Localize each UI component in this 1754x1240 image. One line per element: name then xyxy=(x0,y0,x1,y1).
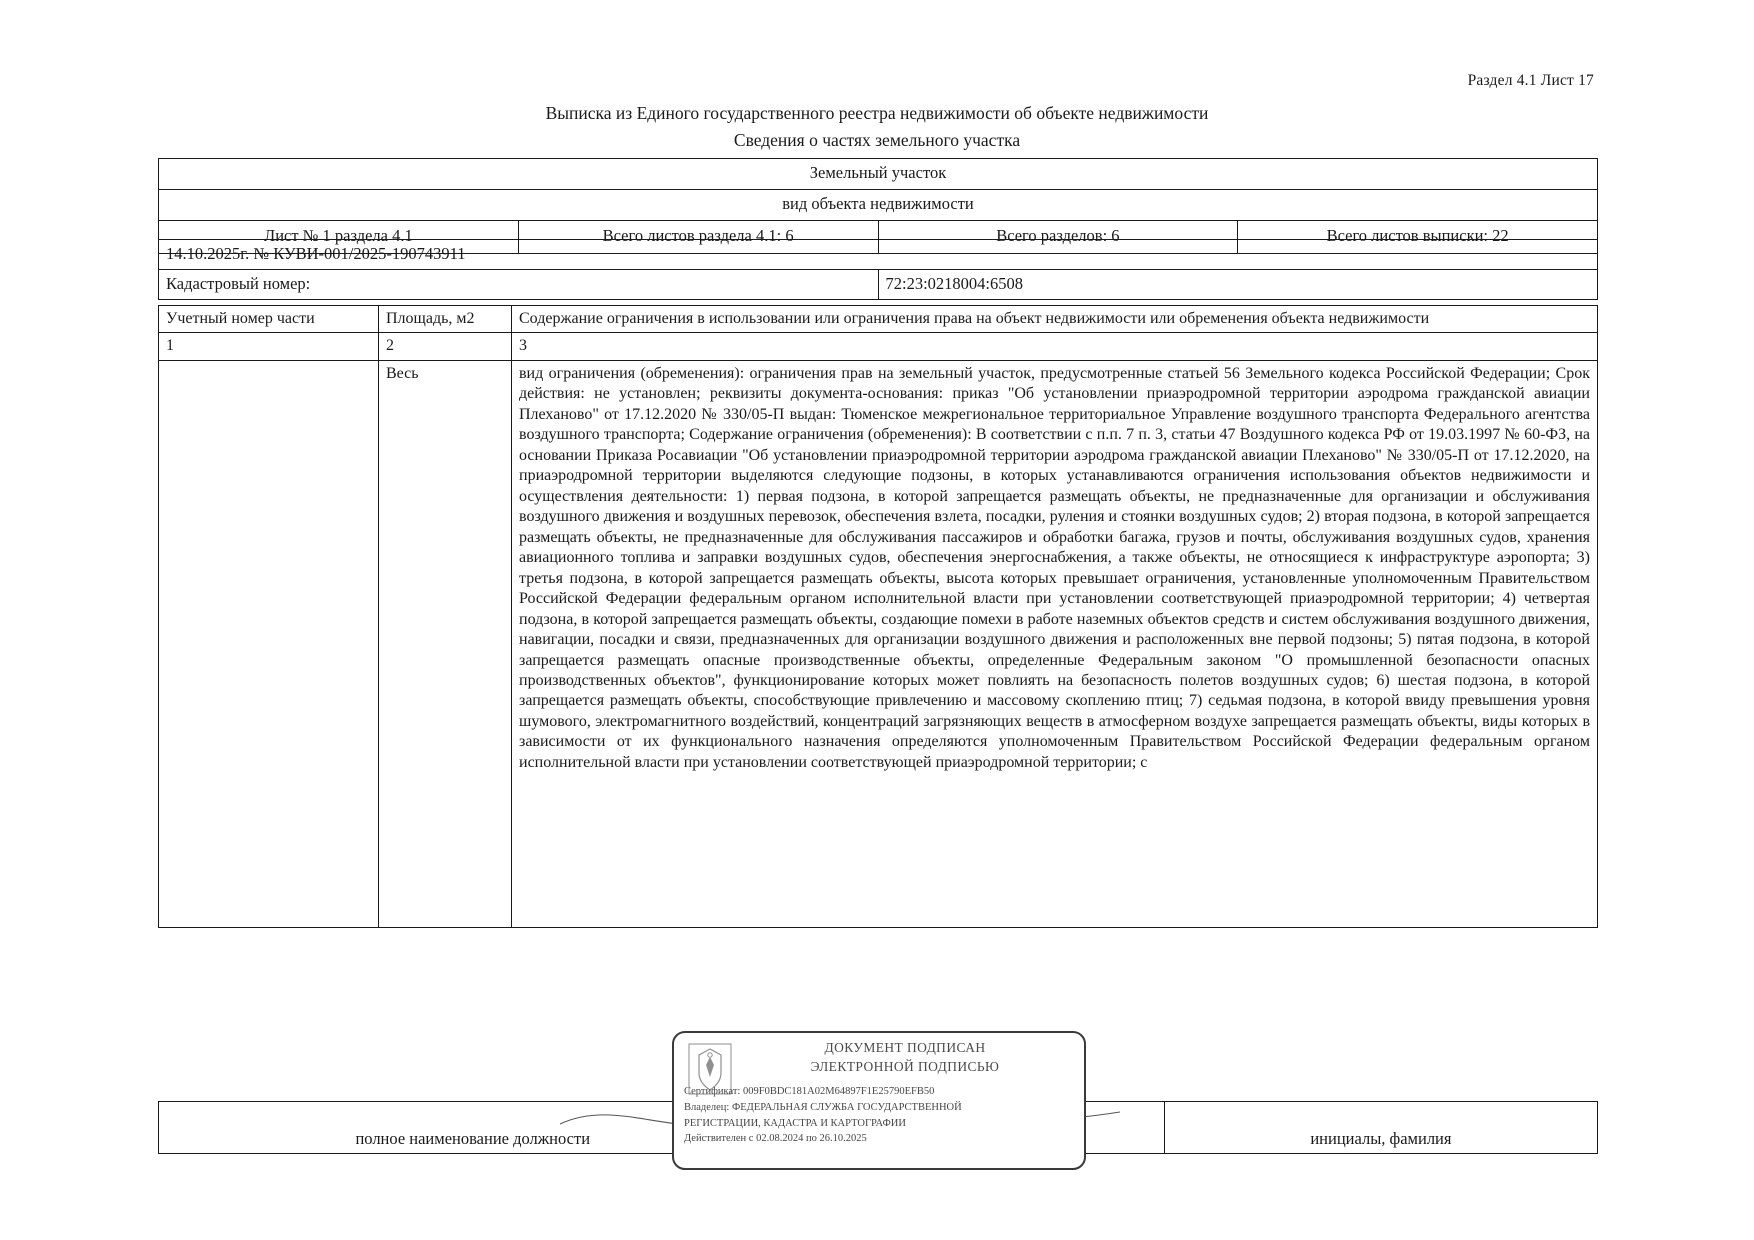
object-type-cell: Земельный участок xyxy=(159,159,1598,190)
document-subtitle: Сведения о частях земельного участка xyxy=(733,130,1021,150)
table-numbering-row xyxy=(159,333,1598,360)
cadastral-label-cell: Кадастровый номер: xyxy=(159,270,879,300)
stamp-title-line1: ДОКУМЕНТ ПОДПИСАН xyxy=(824,1040,986,1055)
stamp-owner: Владелец: ФЕДЕРАЛЬНАЯ СЛУЖБА ГОСУДАРСТВЕННОЙ xyxy=(684,1101,962,1113)
table-row xyxy=(159,159,1598,190)
cadastral-value-cell: 72:23:0218004:6508 xyxy=(878,270,1598,300)
coat-of-arms-icon xyxy=(688,1043,732,1095)
col-header-area: Площадь, м2 xyxy=(379,306,512,333)
restrictions-table-wrapper xyxy=(158,305,1598,928)
table-row xyxy=(159,270,1598,300)
info-table xyxy=(158,239,1598,300)
col-number-2: 2 xyxy=(379,333,512,360)
total-sections-cell: Всего разделов: 6 xyxy=(878,221,1238,254)
cell-part-number xyxy=(159,360,379,927)
stamp-title-line2: ЭЛЕКТРОННОЙ ПОДПИСЬЮ xyxy=(810,1059,1000,1074)
cell-restriction-text: вид ограничения (обременения): ограничения прав на земельный участок, предусмотренные статьей 56 Земельного кодекса Российской Федерации; Срок действия: не установлен; реквизиты документа-основания: приказ "Об установлении приаэродромной территории аэродрома гражданской авиации Плеханово" от 17.12.2020 № 330/05-П выдан: Тюменское межрегиональное территориальное Управление воздушного транспорта Федерального агентства воздушного транспорта; Содержание ограничения (обременения): В соответствии с п.п. 7 п. 3, статьи 47 Воздушного кодекса РФ от 19.03.1997 № 60-ФЗ, на основании Приказа Росавиации "Об установлении приаэродромной территории аэродрома гражданской авиации Плеханово" № 330/05-П от 17.12.2020, на приаэродромной территории выделяются следующие подзоны, в которых устанавливаются ограничения использования объектов недвижимости и осуществления деятельности: 1) первая подзона, в которой запрещается размещать объекты, не предназначенные для организации и обслуживания воздушного движения и воздушных перевозок, обеспечения взлета, посадки, руления и стоянки воздушных судов; 2) вторая подзона, в которой запрещается размещать объекты, не предназначенные для обслуживания пассажиров и обработки багажа, грузов и почты, обслуживания воздушных судов, хранения авиационного топлива и заправки воздушных судов, обеспечения энергоснабжения, а также объекты, не относящиеся к инфраструктуре аэропорта; 3) третья подзона, в которой запрещается размещать объекты, высота которых превышает ограничения, установленные уполномоченным Правительством Российской Федерации федеральным органом исполнительной власти при установлении соответствующей приаэродромной территории; 4) четвертая подзона, в которой запрещается размещать объекты, создающие помехи в работе наземных объектов средств и систем обслуживания воздушного движения, навигации, посадки и связи, предназначенных для организации воздушного движения и расположенных вне первой подзоны; 5) пятая подзона, в которой запрещается размещать опасные производственные объекты, определенные Федеральным законом "О промышленной безопасности опасных производственных объектов", функционирование которых может повлиять на безопасность полетов воздушных судов; 6) шестая подзона, в которой запрещается размещать объекты, способствующие привлечению и массовому скоплению птиц; 7) седьмая подзона, в которой ввиду превышения уровня шумового, электромагнитного воздействий, концентраций загрязняющих веществ в атмосферном воздухе запрещается размещать объекты, виды которых в зависимости от их функционального назначения определяются уполномоченным Правительством Российской Федерации федеральным органом исполнительной власти при установлении соответствующей приаэродромной территории; с xyxy=(512,360,1598,927)
electronic-signature-stamp xyxy=(672,1031,1086,1170)
object-type-caption-cell: вид объекта недвижимости xyxy=(159,190,1598,221)
stamp-details xyxy=(684,1084,1074,1147)
document-title: Выписка из Единого государственного реестра недвижимости об объекте недвижимости xyxy=(545,103,1209,123)
total-extract-sheets-cell: Всего листов выписки: 22 xyxy=(1238,221,1598,254)
restrictions-table xyxy=(158,305,1598,928)
total-section-sheets-cell: Всего листов раздела 4.1: 6 xyxy=(518,221,878,254)
table-header-row xyxy=(159,306,1598,333)
info-table-wrapper xyxy=(158,239,1598,300)
cell-area: Весь xyxy=(379,360,512,927)
col-header-part-number: Учетный номер части xyxy=(159,306,379,333)
date-number-cell: 14.10.2025г. № КУВИ-001/2025-190743911 xyxy=(159,240,1598,270)
footer-position-label: полное наименование должности xyxy=(159,1102,788,1154)
table-row xyxy=(159,190,1598,221)
sheet-no-cell: Лист № 1 раздела 4.1 xyxy=(159,221,519,254)
col-number-1: 1 xyxy=(159,333,379,360)
col-header-restriction: Содержание ограничения в использовании или ограничения права на объект недвижимости или обременения объекта недвижимости xyxy=(512,306,1598,333)
table-row xyxy=(159,360,1598,927)
sheet-reference: Раздел 4.1 Лист 17 xyxy=(1467,72,1594,89)
stamp-validity: Действителен с 02.08.2024 по 26.10.2025 xyxy=(684,1133,867,1145)
footer-name-label: инициалы, фамилия xyxy=(1164,1102,1597,1154)
stamp-certificate: Сертификат: 009F0BDC181A02M64897F1E25790EFB50 xyxy=(684,1086,935,1097)
table-row xyxy=(159,240,1598,270)
stamp-owner-line2: РЕГИСТРАЦИИ, КАДАСТРА И КАРТОГРАФИИ xyxy=(684,1117,906,1129)
col-number-3: 3 xyxy=(512,333,1598,360)
